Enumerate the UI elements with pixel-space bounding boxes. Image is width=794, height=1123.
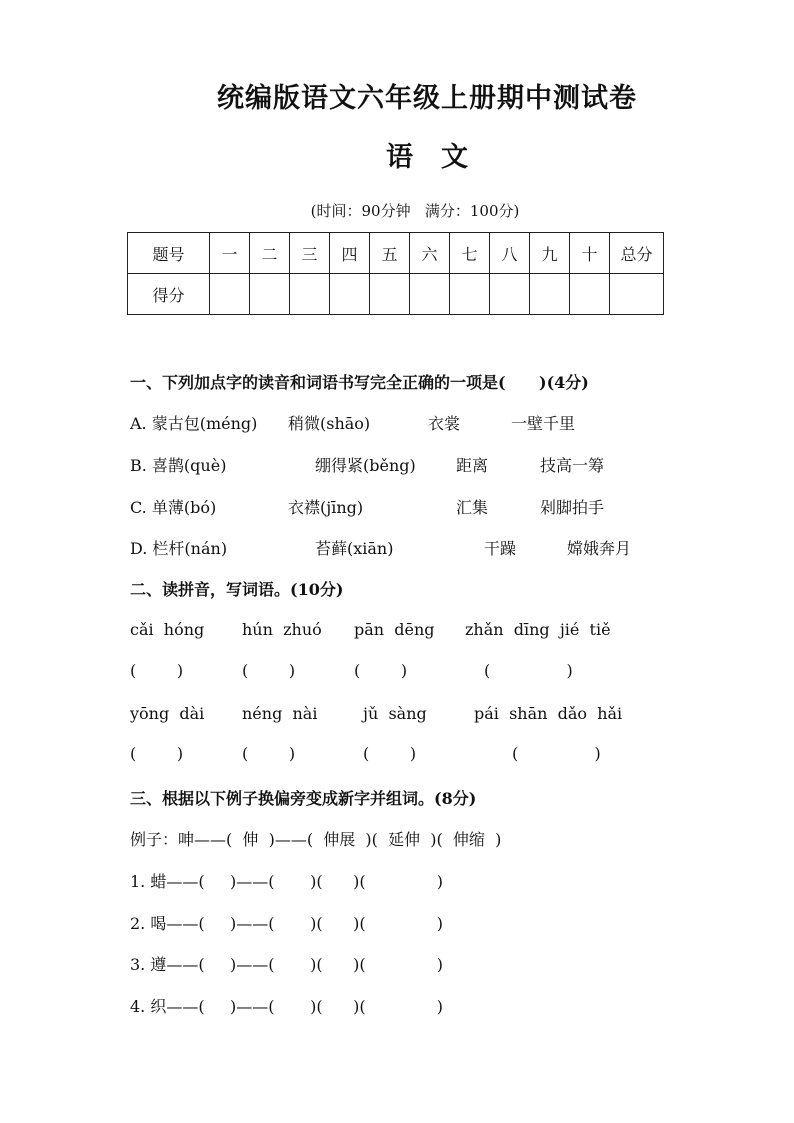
q2-answer-blank[interactable]: ( ) — [242, 744, 296, 763]
q1-option-c-word4: 剁脚拍手 — [540, 498, 605, 517]
score-cell[interactable] — [210, 274, 250, 315]
q1-option-d-word2: 苔藓(xiān) — [315, 539, 394, 558]
score-table-col: 十 — [570, 233, 610, 274]
q2-answer-blank[interactable]: ( ) — [363, 744, 417, 763]
q1-option-b-word1: B. 喜鹊(què) — [130, 456, 227, 475]
score-cell[interactable] — [250, 274, 290, 315]
q2-pinyin: néng nài — [242, 704, 318, 723]
score-table-col: 三 — [290, 233, 330, 274]
q3-item[interactable]: 2. 喝——( )——( )( )( ) — [130, 914, 444, 933]
q1-option-a-word2: 稍微(shāo) — [288, 414, 371, 433]
score-table-col: 八 — [490, 233, 530, 274]
score-cell[interactable] — [450, 274, 490, 315]
q1-option-c-word3: 汇集 — [456, 498, 489, 517]
q2-pinyin: yōng dài — [130, 704, 205, 723]
q1-option-a-word1: A. 蒙古包(méng) — [130, 414, 258, 433]
subject-char-1: 语 — [386, 142, 413, 173]
score-cell[interactable] — [530, 274, 570, 315]
q3-item[interactable]: 1. 蜡——( )——( )( )( ) — [130, 872, 444, 891]
score-cell[interactable] — [330, 274, 370, 315]
q1-option-d-word1: D. 栏杆(nán) — [130, 539, 228, 558]
q1-option-b-word4: 技高一筹 — [540, 456, 605, 475]
score-cell[interactable] — [570, 274, 610, 315]
score-table-score-row — [128, 274, 664, 315]
time-score-info: (时间：90分钟 满分：100分) — [310, 202, 520, 220]
score-cell-total[interactable] — [610, 274, 664, 315]
q3-item[interactable]: 3. 遵——( )——( )( )( ) — [130, 955, 444, 974]
subject-title — [0, 135, 794, 174]
q3-item[interactable]: 4. 织——( )——( )( )( ) — [130, 997, 444, 1016]
score-table-col: 二 — [250, 233, 290, 274]
score-table-header-row — [128, 233, 664, 274]
score-table-col: 四 — [330, 233, 370, 274]
q1-option-a-word3: 衣裳 — [428, 414, 461, 433]
score-cell[interactable] — [490, 274, 530, 315]
q1-option-c-word1: C. 单薄(bó) — [130, 498, 217, 517]
q1-option-d-word3: 干躁 — [484, 539, 517, 558]
q2-answer-blank[interactable]: ( ) — [354, 661, 408, 680]
q2-answer-blank[interactable]: ( ) — [130, 661, 184, 680]
q2-pinyin: pān dēng — [354, 620, 435, 639]
q2-answer-blank[interactable]: ( ) — [242, 661, 296, 680]
score-table — [127, 232, 664, 315]
q3-heading: 三、根据以下例子换偏旁变成新字并组词。(8分) — [130, 789, 477, 808]
q2-answer-blank[interactable]: ( ) — [484, 661, 573, 680]
q2-pinyin: jǔ sàng — [363, 704, 427, 723]
q2-answer-blank[interactable]: ( ) — [512, 744, 601, 763]
score-table-col: 一 — [210, 233, 250, 274]
q2-pinyin: hún zhuó — [242, 620, 322, 639]
q3-example: 例子：呻——( 伸 )——( 伸展 )( 延伸 )( 伸缩 ) — [130, 830, 502, 849]
score-cell[interactable] — [410, 274, 450, 315]
q2-heading: 二、读拼音，写词语。(10分) — [130, 580, 344, 599]
score-table-header-label: 题号 — [128, 233, 210, 274]
q1-option-a-word4: 一壁千里 — [511, 414, 576, 433]
subject-char-2: 文 — [441, 142, 468, 173]
q2-answer-blank[interactable]: ( ) — [130, 744, 184, 763]
exam-title: 统编版语文六年级上册期中测试卷 — [217, 83, 637, 114]
q1-option-b-word2: 绷得紧(běng) — [315, 456, 416, 475]
q1-option-c-word2: 衣襟(jīng) — [288, 498, 364, 517]
score-table-row-label: 得分 — [128, 274, 210, 315]
q1-option-d-word4: 嫦娥奔月 — [567, 539, 632, 558]
score-table-col: 九 — [530, 233, 570, 274]
score-table-col: 七 — [450, 233, 490, 274]
q2-pinyin: zhǎn dīng jié tiě — [465, 620, 611, 639]
q1-option-b-word3: 距离 — [456, 456, 489, 475]
q1-heading: 一、下列加点字的读音和词语书写完全正确的一项是( )(4分) — [130, 373, 589, 392]
score-cell[interactable] — [370, 274, 410, 315]
q2-pinyin: pái shān dǎo hǎi — [474, 704, 623, 723]
score-table-col: 五 — [370, 233, 410, 274]
score-cell[interactable] — [290, 274, 330, 315]
score-table-col: 六 — [410, 233, 450, 274]
q2-pinyin: cǎi hóng — [130, 620, 205, 639]
score-table-col-total: 总分 — [610, 233, 664, 274]
